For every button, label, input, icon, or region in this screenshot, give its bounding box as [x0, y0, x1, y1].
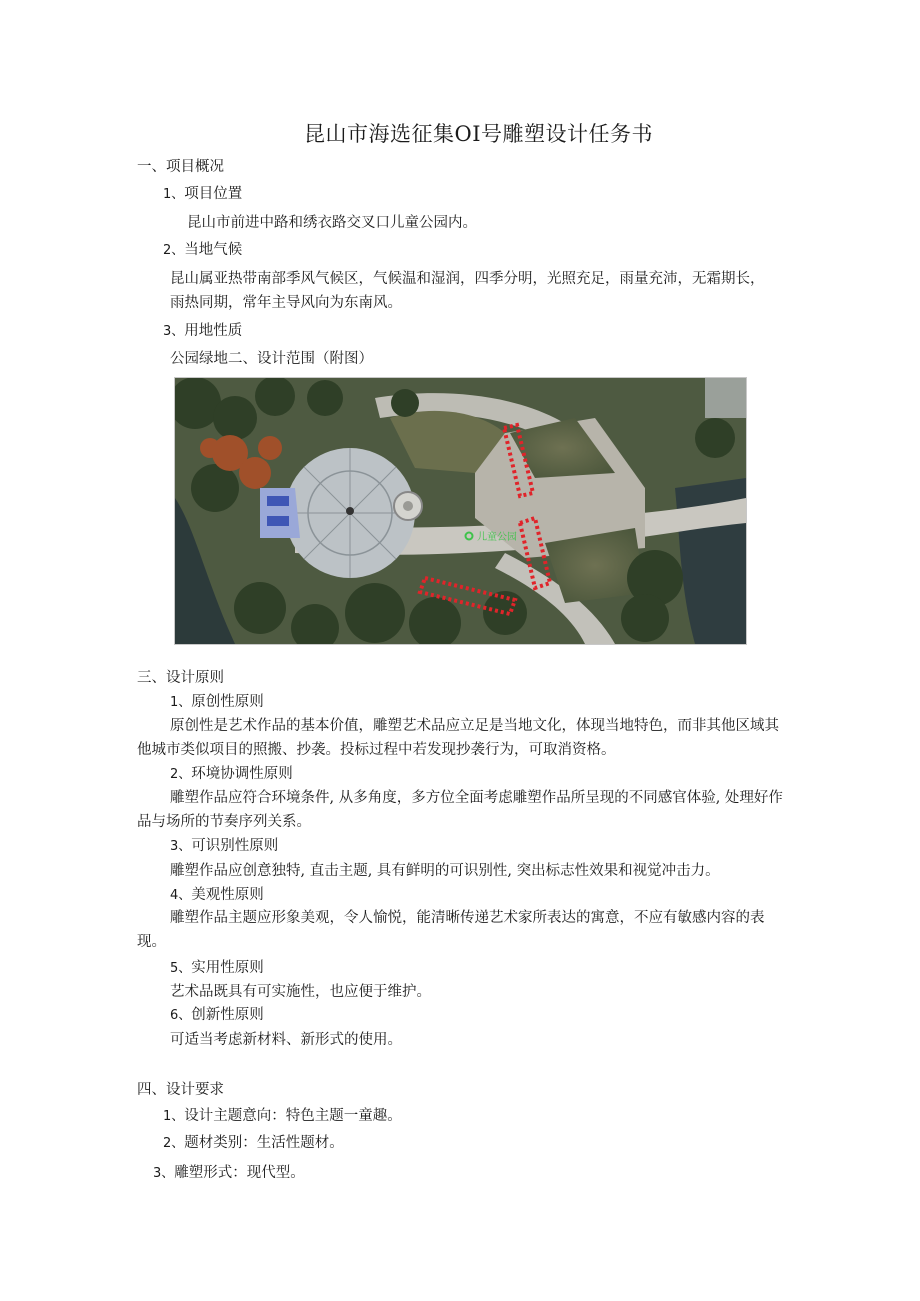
item-location-heading [163, 184, 242, 205]
item-number: 3、 [153, 1166, 175, 1181]
item-label: 原创性原则 [191, 694, 264, 710]
item-text: 雕塑形式：现代型。 [174, 1165, 305, 1181]
blue-building [260, 488, 300, 538]
principle-3-text: 雕塑作品应创意独特, 直击主题, 具有鲜明的可识别性, 突出标志性效果和视觉冲击力。 [170, 863, 720, 879]
item-number: 6、 [170, 1008, 192, 1023]
page-title: 昆山市海选征集OI号雕塑设计任务书 [304, 122, 654, 146]
principle-4-text: 雕塑作品主题应形象美观，令人愉悦，能清晰传递艺术家所表达的寓意，不应有敏感内容的表现。 [137, 910, 765, 950]
requirement-2 [163, 1133, 344, 1154]
item-number: 1、 [163, 1109, 185, 1124]
plaza-center [346, 507, 354, 515]
principle-1-text: 原创性是艺术作品的基本价值，雕塑艺术品应立足是当地文化，体现当地特色，而非其他区域其他城市类似项目的照搬、抄袭。投标过程中若发现抄袭行为，可取消资格。 [137, 718, 779, 758]
requirement-1 [163, 1106, 402, 1127]
item-number: 2、 [163, 1136, 185, 1151]
item-climate-heading [163, 240, 242, 261]
principle-5-text: 艺术品既具有可实施性，也应便于维护。 [170, 984, 431, 1000]
item-text: 设计主题意向：特色主题一童趣。 [184, 1108, 402, 1124]
item-number: 3、 [163, 324, 185, 339]
section-heading-requirements: 四、设计要求 [137, 1082, 224, 1098]
climate-text-line-1: 昆山属亚热带南部季风气候区，气候温和湿润，四季分明，光照充足，雨量充沛，无霜期长， [170, 271, 765, 287]
climate-text-line-2: 雨热同期，常年主导风向为东南风。 [170, 295, 402, 311]
item-number: 4、 [170, 888, 192, 903]
principle-5-heading [170, 958, 264, 979]
site-aerial-illustration [175, 378, 746, 644]
principle-2-text: 雕塑作品应符合环境条件, 从多角度，多方位全面考虑雕塑作品所呈现的不同感官体验, 处理好作品与场所的节奏序列关系。 [137, 790, 783, 830]
item-number: 2、 [163, 243, 185, 258]
section-heading-principles: 三、设计原则 [137, 670, 224, 686]
item-number: 3、 [170, 839, 192, 854]
item-label: 当地气候 [184, 242, 243, 258]
item-land-heading [163, 321, 242, 342]
item-label: 用地性质 [184, 323, 243, 339]
location-text: 昆山市前进中路和绣衣路交叉口儿童公园内。 [187, 215, 477, 231]
section-heading-overview: 一、项目概况 [137, 159, 224, 175]
item-label: 可识别性原则 [191, 838, 279, 854]
requirement-3 [153, 1163, 305, 1184]
item-text: 题材类别：生活性题材。 [184, 1135, 344, 1151]
principle-2-heading [170, 764, 293, 785]
item-number: 1、 [170, 695, 192, 710]
land-text: 公园绿地二、设计范围（附图） [170, 351, 373, 367]
principle-3-heading [170, 836, 278, 857]
item-number: 5、 [170, 961, 192, 976]
item-number: 2、 [170, 767, 192, 782]
item-label: 美观性原则 [191, 887, 264, 903]
item-label: 实用性原则 [191, 960, 264, 976]
building-right [705, 378, 746, 418]
principle-4-heading [170, 885, 264, 906]
item-label: 创新性原则 [191, 1007, 264, 1023]
principle-6-heading [170, 1005, 264, 1026]
map-label-children-park: 儿童公园 [477, 532, 517, 543]
item-label: 项目位置 [184, 186, 243, 202]
item-label: 环境协调性原则 [191, 766, 293, 782]
item-number: 1、 [163, 187, 185, 202]
site-aerial-photo [174, 377, 747, 645]
principle-1-heading [170, 692, 264, 713]
principle-6-text: 可适当考虑新材料、新形式的使用。 [170, 1032, 402, 1048]
